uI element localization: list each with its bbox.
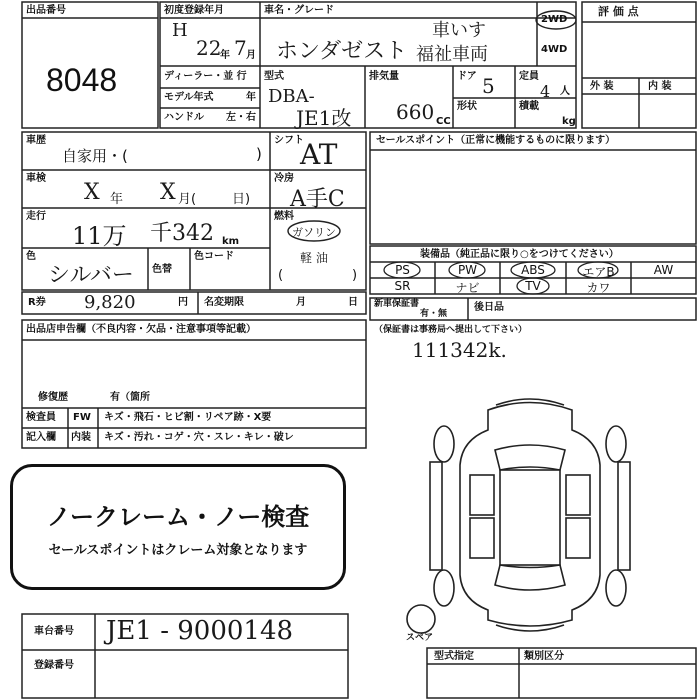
mileage-value-2: 千342 [150, 221, 214, 246]
notice-subtitle: セールスポイントはクレーム対象となります [48, 543, 308, 558]
registration-label: 登録番号 [34, 660, 74, 671]
kg-unit: kg [562, 116, 576, 127]
first-reg-year-unit: 年 [220, 50, 230, 61]
equip-tv: TV [525, 279, 541, 293]
first-reg-label: 初度登録年月 [164, 5, 224, 16]
exterior-label: 外 装 [590, 81, 614, 92]
car-grade-line2: 福祉車両 [416, 44, 488, 65]
office-note: （保証書は事務局へ提出して下さい） [374, 325, 528, 335]
stock-no: 8048 [46, 62, 118, 98]
recycle-yen: 円 [178, 297, 188, 308]
fuel-paren-close: ) [352, 268, 358, 283]
fuel-label: 燃料 [274, 211, 294, 222]
car-name-label: 車名・グレード [264, 5, 334, 16]
first-reg-year: 22 [196, 36, 222, 60]
odometer-note: 111342k. [412, 338, 507, 362]
spare-label: スペア [406, 633, 434, 643]
recolor-label: 色替 [152, 264, 172, 275]
equip-navi: ナビ [455, 281, 480, 295]
equip-ps: PS [395, 263, 410, 277]
equip-aw: AW [653, 263, 674, 277]
cooler-label: 冷房 [274, 173, 294, 184]
type-value-2: JE1改 [296, 106, 352, 130]
stock-no-label: 出品番号 [26, 5, 66, 16]
notice-title: ノークレーム・ノー検査 [46, 503, 310, 531]
equip-abs: ABS [521, 263, 545, 277]
handle-value: 左・右 [226, 112, 256, 123]
repair-history-label: 修復歴 [38, 392, 68, 403]
km-unit: km [222, 236, 240, 247]
sales-point-label: セールスポイント（正常に機能するものに限ります） [376, 135, 616, 146]
drive-4wd: 4WD [541, 44, 568, 55]
declaration-label: 出品店申告欄（不良内容・欠品・注意事項等記載） [26, 324, 256, 335]
name-change-label: 名変期限 [204, 297, 244, 308]
type-value-1: DBA- [268, 86, 315, 107]
name-change-month: 月 [296, 297, 306, 308]
fw-label: FW [73, 412, 91, 423]
color-label: 色 [26, 251, 36, 262]
shift-label: シフト [274, 135, 304, 146]
displacement-label: 排気量 [369, 71, 399, 82]
mileage-label: 走行 [26, 211, 46, 222]
fuel-paren-open: ( [278, 268, 284, 283]
equip-airbag: エアB [582, 265, 615, 279]
history-value: 自家用・( [62, 147, 128, 165]
remarks-label: 後日品 [474, 302, 504, 313]
first-reg-era: H [172, 20, 188, 41]
warranty-value: 有・無 [420, 309, 448, 319]
fuel-diesel: 軽 油 [300, 251, 328, 265]
inspection-day-unit: 日) [232, 192, 251, 207]
capacity-unit: 人 [560, 86, 570, 97]
load-label: 積載 [519, 101, 539, 112]
inspector-label: 検査員 [26, 412, 56, 423]
repair-history-value: 有（箇所 [110, 392, 150, 403]
type-label: 型式 [264, 71, 284, 82]
color-value: シルバー [48, 263, 134, 288]
dealer-label: ディーラー・並 行 [164, 71, 247, 82]
car-grade-line1: 車いす [432, 20, 486, 41]
recycle-amount: 9,820 [84, 292, 136, 313]
handle-label: ハンドル [164, 112, 204, 123]
fuel-gasoline: ガソリン [292, 226, 336, 239]
cooler-value: A手C [290, 187, 345, 212]
interior-items: キズ・汚れ・コゲ・穴・スレ・キレ・破レ [104, 432, 294, 443]
mileage-value: 11万 [72, 222, 127, 250]
shift-value: AT [300, 138, 338, 171]
first-reg-month-unit: 月 [246, 50, 256, 61]
interior-inspection-label: 内装 [71, 432, 91, 443]
inspection-month: X [160, 180, 176, 205]
model-year-label: モデル年式 [164, 92, 214, 103]
history-label: 車歴 [26, 135, 46, 146]
recycle-label: R券 [28, 297, 46, 308]
fw-items: キズ・飛石・ヒビ割・リペア跡・X要 [104, 412, 272, 423]
entry-label: 記入欄 [26, 432, 56, 443]
first-reg-month: 7 [234, 36, 247, 60]
name-change-day: 日 [348, 297, 358, 308]
door-label: ドア [457, 71, 477, 82]
equip-sr: SR [394, 279, 411, 293]
drive-2wd: 2WD [541, 14, 568, 25]
door-value: 5 [482, 74, 495, 98]
displacement-value: 660 [396, 100, 435, 124]
color-code-label: 色コード [194, 251, 234, 262]
chassis-label: 車台番号 [34, 626, 74, 637]
chassis-value: JE1 - 9000148 [106, 616, 294, 646]
inspection-month-unit: 月( [178, 192, 197, 207]
rating-label: 評 価 点 [598, 5, 639, 18]
history-close: ) [256, 145, 262, 163]
model-year-unit: 年 [246, 92, 256, 103]
inspection-year: X [84, 180, 100, 205]
equipment-label: 装備品（純正品に限り○をつけてください） [420, 249, 619, 260]
notice-box [10, 464, 346, 590]
inspection-label: 車検 [26, 173, 46, 184]
interior-label: 内 装 [648, 81, 672, 92]
classification-label: 類別区分 [524, 651, 564, 662]
capacity-label: 定員 [519, 71, 539, 82]
shape-label: 形状 [457, 101, 477, 112]
equip-leather: カワ [586, 281, 611, 295]
warranty-label: 新車保証書 [374, 299, 420, 309]
inspection-year-unit: 年 [110, 192, 124, 207]
type-designation-label: 型式指定 [434, 651, 474, 662]
car-name-value: ホンダゼスト [276, 39, 408, 64]
equip-pw: PW [457, 263, 478, 277]
cc-unit: CC [436, 116, 451, 127]
capacity-value: 4 [540, 82, 551, 101]
